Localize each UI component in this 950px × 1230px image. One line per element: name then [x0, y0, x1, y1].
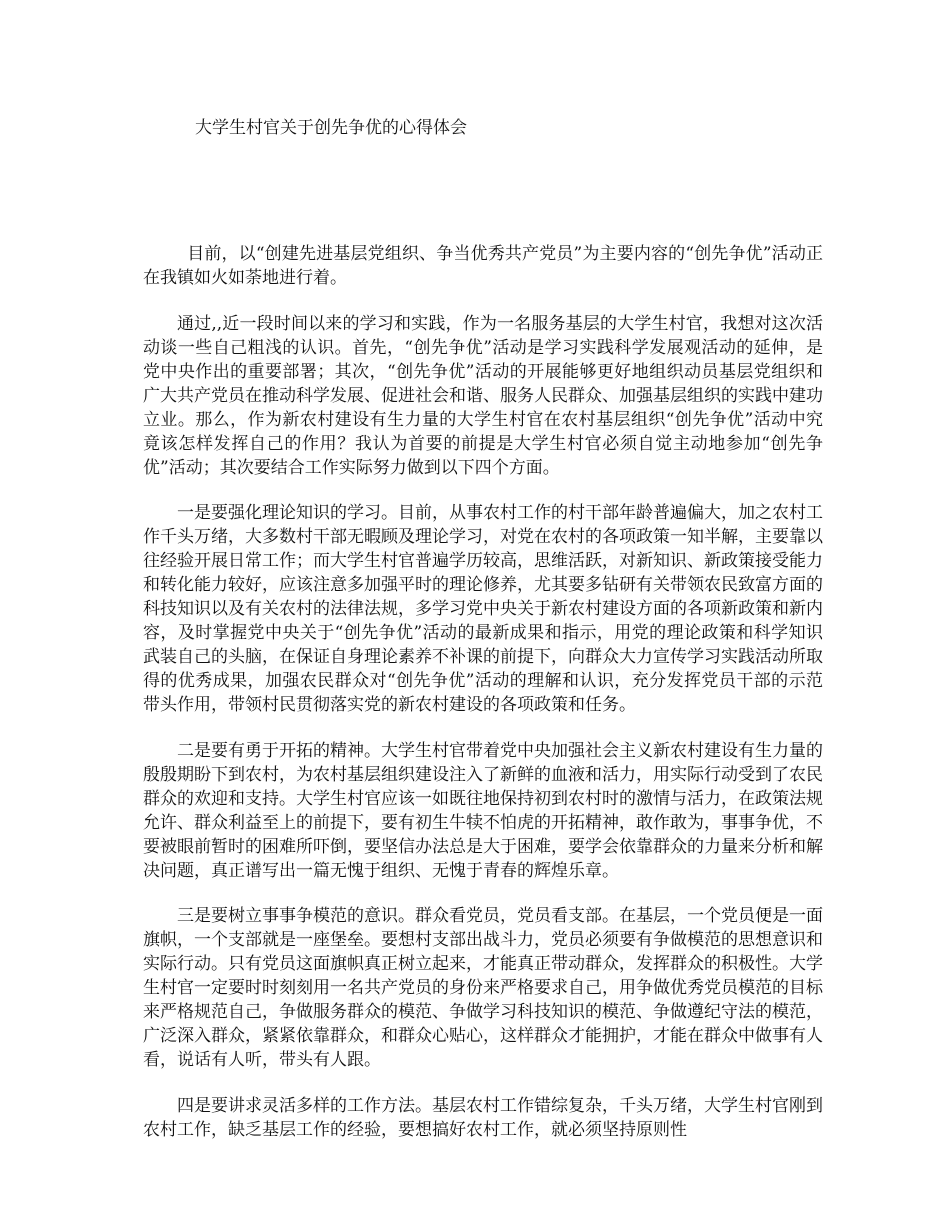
paragraph-intro: 目前，以“创建先进基层党组织、争当优秀共产党员”为主要内容的“创先争优”活动正在我镇如火如荼地进行着。 — [143, 244, 823, 288]
document-title: 大学生村官关于创先争优的心得体会 — [195, 118, 467, 138]
paragraph-overview: 通过,,近一段时间以来的学习和实践，作为一名服务基层的大学生村官，我想对这次活动谈一些自己粗浅的认识。首先，“创先争优”活动是学习实践科学发展观活动的延伸，是党中央作出的重要部署；其次，“创先争优”活动的开展能够更好地组织动员基层党组织和广大共产党员在推动科学发展、促进社会和谐、服务人民群众、加强基层组织的实践中建功立业。那么，作为新农村建设有生力量的大学生村官在农村基层组织“创先争优”活动中究竟该怎样发挥自己的作用？我认为首要的前提是大学生村官必须自觉主动地参加“创先争优”活动；其次要结合工作实际努力做到以下四个方面。 — [143, 313, 823, 478]
paragraph-point-three: 三是要树立事事争模范的意识。群众看党员，党员看支部。在基层，一个党员便是一面旗帜，一个支部就是一座堡垒。要想村支部出战斗力，党员必须要有争做模范的思想意识和实际行动。只有党员这面旗帜真正树立起来，才能真正带动群众，发挥群众的积极性。大学生村官一定要时时刻刻用一名共产党员的身份来严格要求自己，用争做优秀党员模范的目标来严格规范自己，争做服务群众的模范、争做学习科技知识的模范、争做遵纪守法的模范，广泛深入群众，紧紧依靠群众，和群众心贴心，这样群众才能拥护，才能在群众中做事有人看，说话有人听，带头有人跟。 — [143, 906, 823, 1070]
paragraph-point-one: 一是要强化理论知识的学习。目前，从事农村工作的村干部年龄普遍偏大，加之农村工作千头万绪，大多数村干部无暇顾及理论学习，对党在农村的各项政策一知半解，主要靠以往经验开展日常工作；而大学生村官普遍学历较高，思维活跃，对新知识、新政策接受能力和转化能力较好，应该注意多加强平时的理论修养，尤其要多钻研有关带领农民致富方面的科技知识以及有关农村的法律法规，多学习党中央关于新农村建设方面的各项新政策和新内容，及时掌握党中央关于“创先争优”活动的最新成果和指示，用党的理论政策和科学知识武装自己的头脑，在保证自身理论素养不补课的前提下，向群众大力宣传学习实践活动所取得的优秀成果，加强农民群众对“创先争优”活动的理解和认识，充分发挥党员干部的示范带头作用，带领村民贯彻落实党的新农村建设的各项政策和任务。 — [143, 503, 823, 715]
paragraph-point-two: 二是要有勇于开拓的精神。大学生村官带着党中央加强社会主义新农村建设有生力量的殷殷期盼下到农村，为农村基层组织建设注入了新鲜的血液和活力，用实际行动受到了农民群众的欢迎和支持。大学生村官应该一如既往地保持初到农村时的激情与活力，在政策法规允许、群众利益至上的前提下，要有初生牛犊不怕虎的开拓精神，敢作敢为，事事争优，不要被眼前暂时的困难所吓倒，要坚信办法总是大于困难，要学会依靠群众的力量来分析和解决问题，真正谱写出一篇无愧于组织、无愧于青春的辉煌乐章。 — [143, 740, 823, 881]
paragraph-point-four: 四是要讲求灵活多样的工作方法。基层农村工作错综复杂，千头万绪，大学生村官刚到农村工作，缺乏基层工作的经验，要想搞好农村工作，就必须坚持原则性 — [143, 1095, 823, 1140]
document-body — [143, 242, 823, 1163]
